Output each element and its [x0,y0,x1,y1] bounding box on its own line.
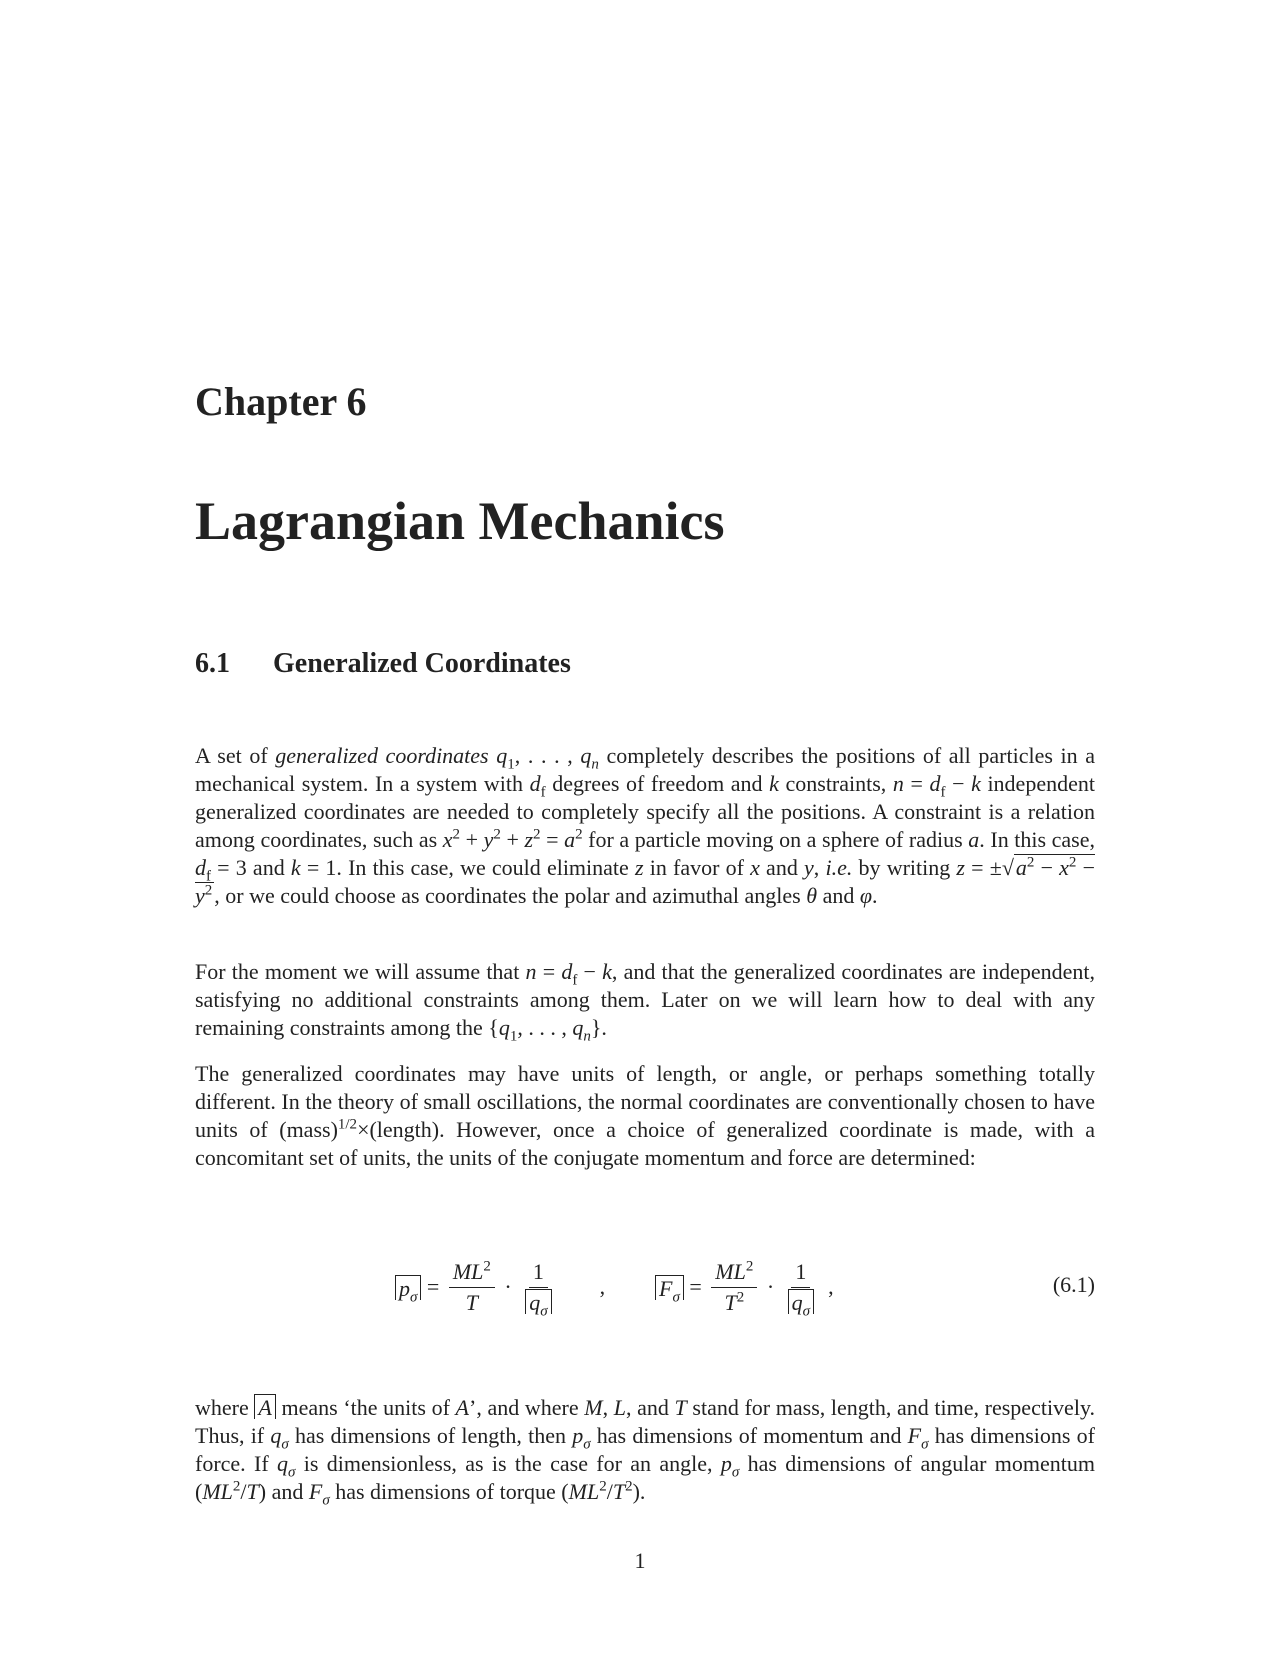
page-number: 1 [634,1548,646,1573]
section-heading [195,648,571,680]
chapter-title: Lagrangian Mechanics [195,491,725,551]
section-number: 6.1 [195,648,230,679]
equation-number: (6.1) [1052,1272,1095,1297]
force-units-formula: $F_\sigma$ = $\frac{ML^2}{T^2}$ · $\frac{1}{q_\sigma}$ , [655,1232,834,1342]
equation-6-1 [195,1232,1095,1342]
chapter-label: Chapter 6 [195,379,367,424]
momentum-units-formula: $p_\sigma$ = $\frac{ML^2}{T}$ · $\frac{1}{q_\sigma}$ , [395,1232,605,1342]
paragraph-1: A set of generalized coordinates $q_1$, . . . , $q_n$ completely describes the positions of all particles in a mechanical system. In a system with $d_f$ degrees of freedom and k constraints, $n = d_f - k$ independent generalized coordinates are needed to completely specify all the positions. A constraint is a relation among coordinates, such as $x^2 + y^2 + z^2 = a^2$ for a particle moving on a sphere of radius a. In this case, $d_f = 3$ and k = 1. In this case, we could eliminate z in favor of x and y, i.e. by writing $z = \pm√a^2 - x^2 - y^2$, or we could choose as coordinates the polar and azimuthal angles θ and φ. [195,743,1096,908]
paragraph-2: For the moment we will assume that $n = d_f - k$, and that the generalized coordinates are independent, satisfying no additional constraints among them. Later on we will learn how to deal with any remaining constraints among the {$q_1$, . . . , $q_n$}. [195,959,1095,1045]
section-title: Generalized Coordinates [273,648,571,679]
paragraph-4: where A means ‘the units of A’, and where M, L, and T stand for mass, length, and time, respectively. Thus, if $q_\sigma$ has dimensions of length, then $p_\sigma$ has dimensions of momentum and $F_\sigma$ has dimensions of force. If $q_\sigma$ is dimensionless, as is the case for an angle, $p_\sigma$ has dimensions of angular momentum $(ML^2/T)$ and $F_\sigma$ has dimensions of torque $(ML^2/T^2)$. [195,1395,1096,1509]
paragraph-3: The generalized coordinates may have units of length, or angle, or perhaps something totally different. In the theory of small oscillations, the normal coordinates are conventionally chosen to have units of (mass)$^{1/2}$×(length). However, once a choice of generalized coordinate is made, with a concomitant set of units, the units of the conjugate momentum and force are determined: [195,1061,1095,1170]
